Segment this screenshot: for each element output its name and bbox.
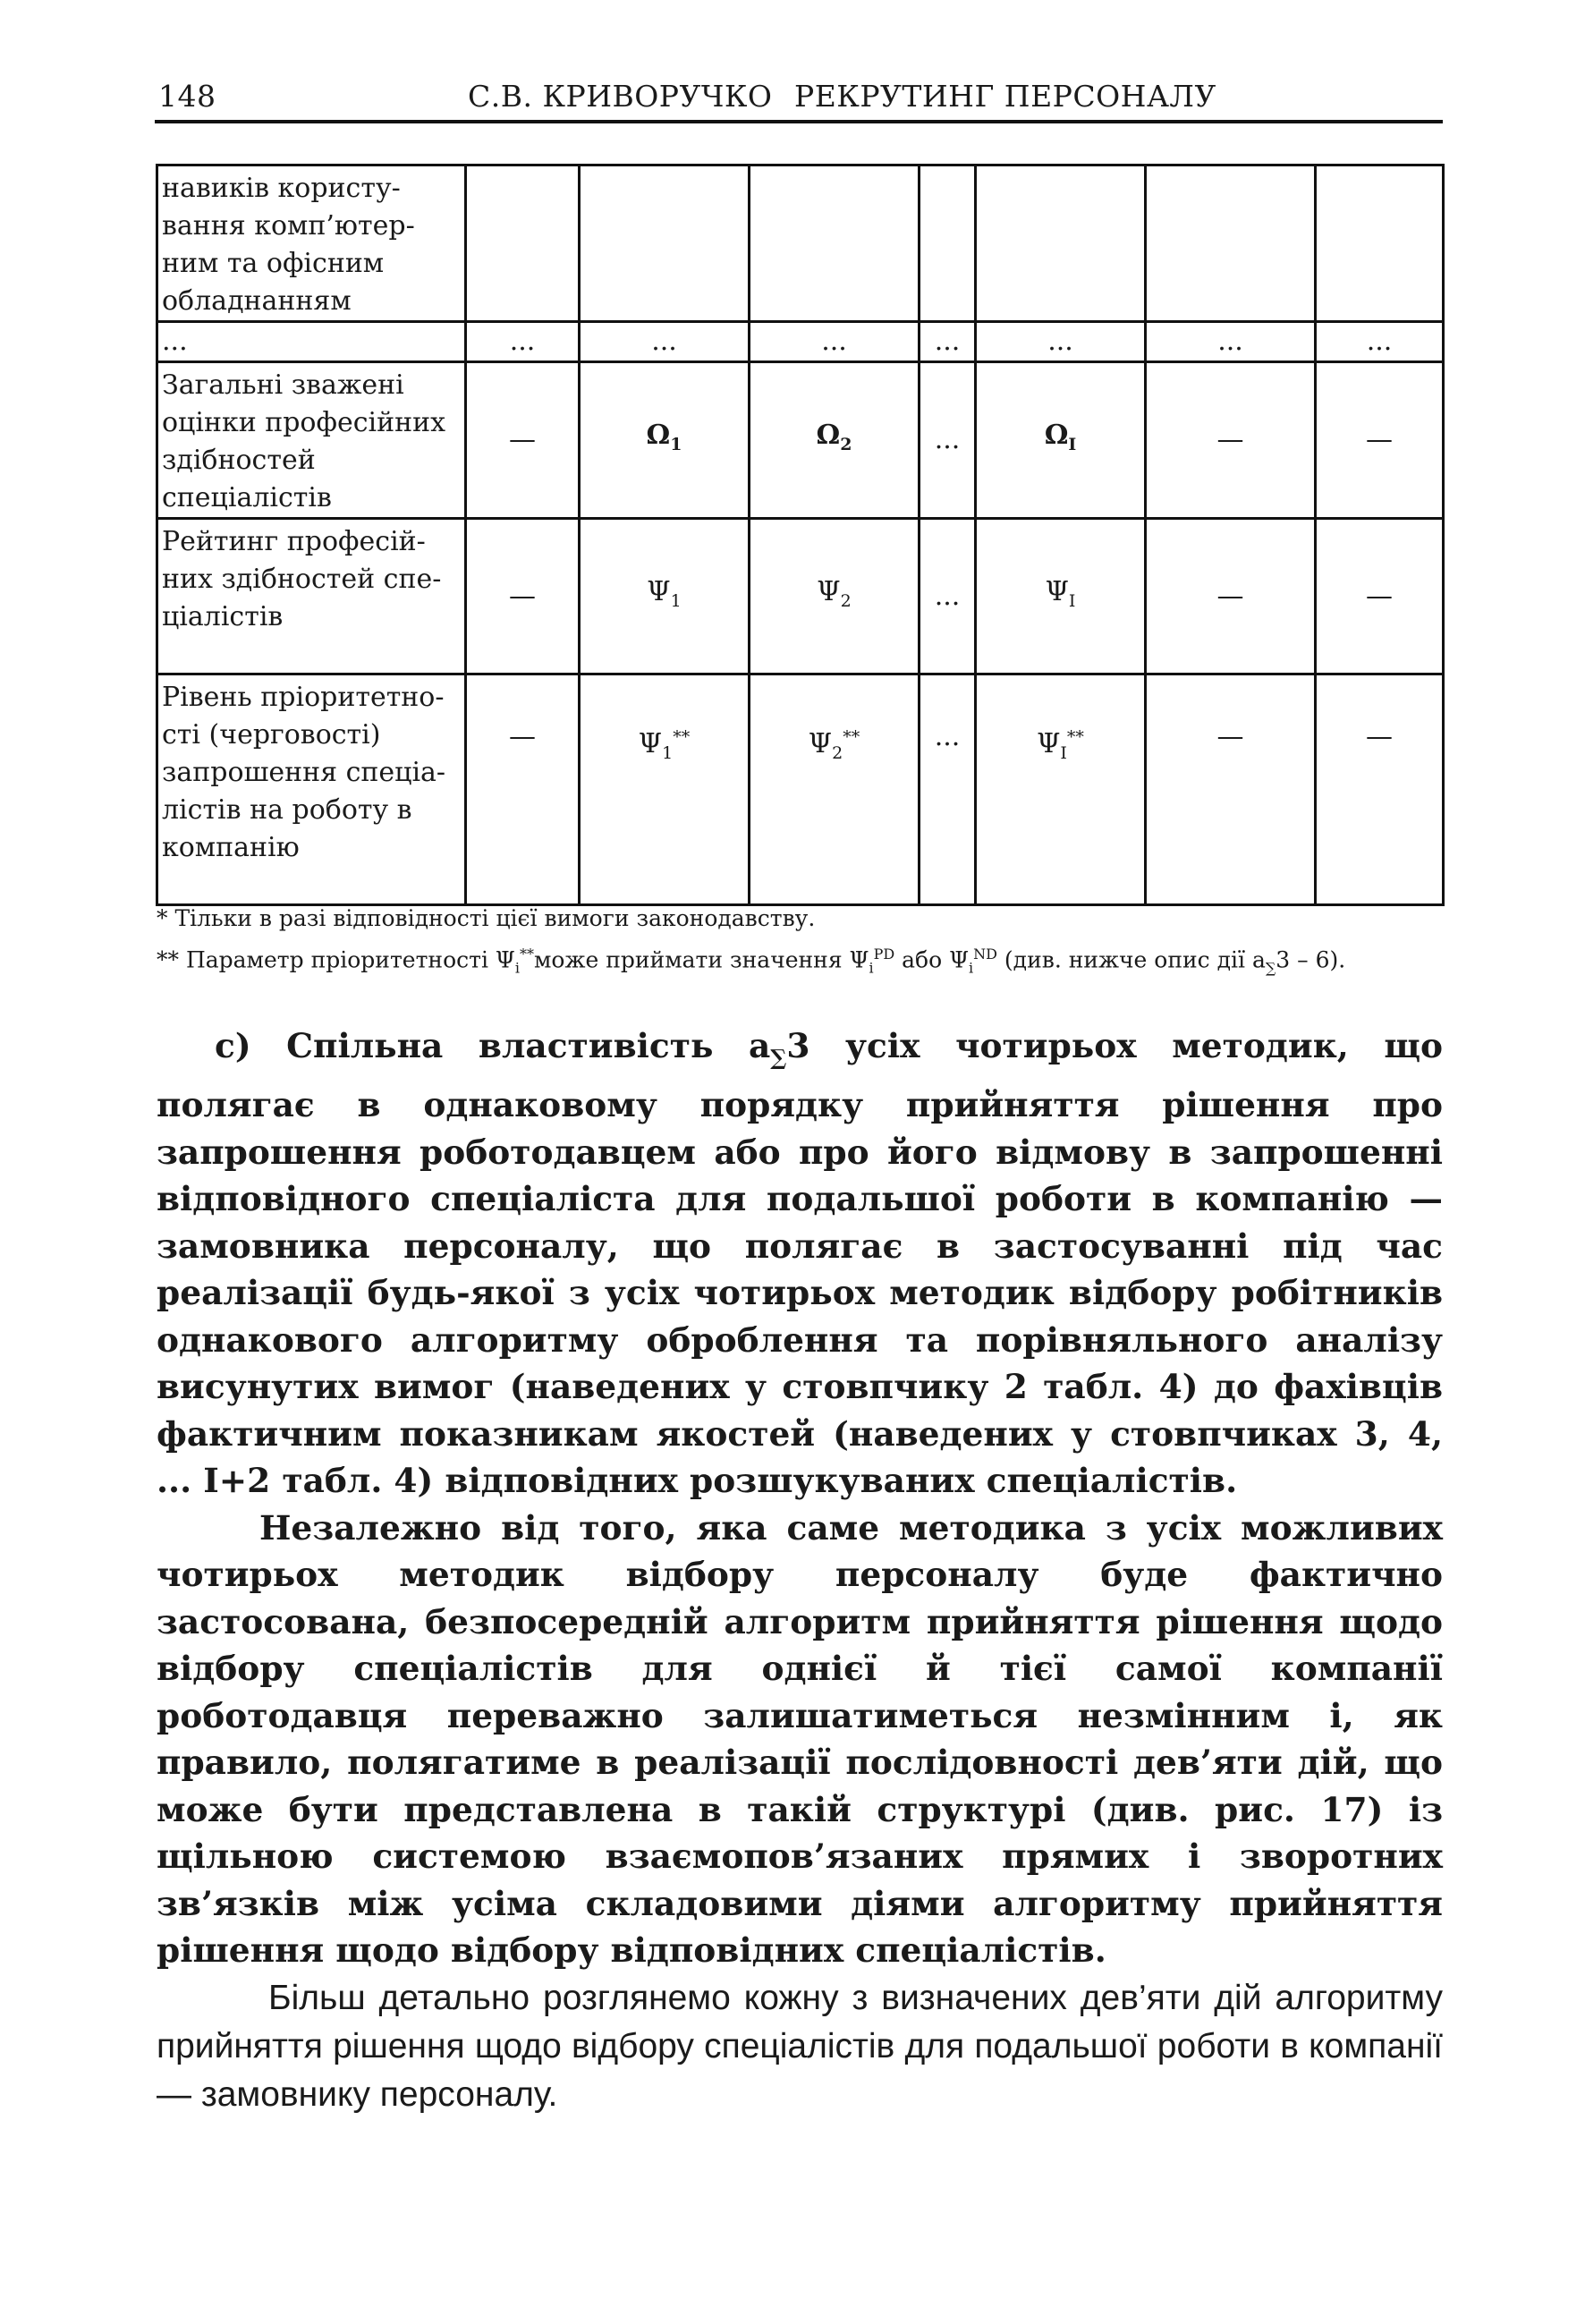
table-cell: ... <box>750 322 920 362</box>
table-cell: $\Psi_1$ <box>580 519 750 674</box>
row-label: навиків користу-вання комп’ютер-ним та офісним обладнанням <box>157 165 466 322</box>
table-cell: ... <box>1316 322 1444 362</box>
table-cell: ... <box>1146 322 1316 362</box>
paragraph: Більш детально розглянемо кожну з визначених дев’яти дій алгоритму прийняття рішення щодо відбору спеціалістів для подальшої роботи в компанії — замовнику персоналу. <box>157 1978 1443 2114</box>
header-book-title: РЕКРУТИНГ ПЕРСОНАЛУ <box>794 79 1216 114</box>
table-cell: $\Psi_2$ <box>750 519 920 674</box>
table-cell: $\Omega_2$ <box>750 362 920 519</box>
header-rule <box>155 120 1443 123</box>
table-cell: $\Omega_1$ <box>580 362 750 519</box>
table-cell: — <box>466 519 580 674</box>
footnote: ** Параметр пріоритетності $\Psi_i^{**}може$ приймати значення $\Psi_i^{PD}$ або $\Psi_i^{ND}$ (див. нижче опис дії $a_\sum 3 - 6$). <box>157 946 1346 977</box>
table-row <box>157 322 1444 362</box>
table-cell: — <box>1316 674 1444 905</box>
table-cell: ... <box>466 322 580 362</box>
table-cell: — <box>1316 362 1444 519</box>
table-cell: — <box>1146 362 1316 519</box>
table-row <box>157 674 1444 905</box>
table-cell: — <box>1146 674 1316 905</box>
table-cell <box>466 165 580 322</box>
paragraph: Незалежно від того, яка саме методика з усіх можливих чотирьох методик відбору персоналу буде фактично застосована, безпосередній алгоритм прийняття рішення щодо відбору спеціалістів для однієї й тієї самої компанії роботодавця переважно залишатиметься незмінним і, як правило, полягатиме в реалізації послідовності дев’яти дій, що може бути представлена в такій структурі (див. рис. 17) із щільною системою взаємопов’язаних прямих і зворотних зв’язків між усіма складовими діями алгоритму прийняття рішення щодо відбору відповідних спеціалістів. <box>157 1507 1443 1970</box>
table-footnotes <box>157 901 1498 986</box>
row-label: Рівень пріоритетно-сті (черговості) запрошення спеціа-лістів на роботу в компанію <box>157 674 466 905</box>
header-author: С.В. КРИВОРУЧКО <box>468 79 773 114</box>
table-row <box>157 362 1444 519</box>
table-cell: — <box>1146 519 1316 674</box>
body-text <box>157 1022 1443 2119</box>
footnote: * Тільки в разі відповідності цієї вимоги законодавству. <box>157 905 816 931</box>
evaluation-table <box>156 164 1445 906</box>
table-cell: $\Psi_1^{**}$ <box>580 674 750 905</box>
table-cell <box>750 165 920 322</box>
table-cell: — <box>466 674 580 905</box>
table-cell: — <box>1316 519 1444 674</box>
row-label: ... <box>157 322 466 362</box>
table-cell <box>580 165 750 322</box>
table-cell: ... <box>920 362 976 519</box>
table-row <box>157 519 1444 674</box>
paragraph: c) Спільна властивість $a_\sum 3$ усіх чотирьох методик, що полягає в однаковому порядку прийняття рішення про запрошення роботодавцем або про його відмову в запрошенні відповідного спеціаліста для подальшої роботи в компанію — замовника персоналу, що полягає в застосуванні під час реалізації будь-якої з усіх чотирьох методик відбору робітників однакового алгоритму оброблення та порівняльного аналізу висунутих вимог (наведених у стовпчику 2 табл. 4) до фахівців фактичним показникам якостей (наведених у стовпчиках 3, 4, ... І+2 табл. 4) відповідних розшукуваних спеціалістів. <box>157 1026 1443 1500</box>
row-label: Рейтинг професій-них здібностей спе-ціалістів <box>157 519 466 674</box>
table-row <box>157 165 1444 322</box>
table-cell <box>1146 165 1316 322</box>
table-cell <box>920 165 976 322</box>
row-label: Загальні зважені оцінки професійних здібностей спеціалістів <box>157 362 466 519</box>
table-cell: $\Psi_I^{**}$ <box>976 674 1146 905</box>
table-cell: ... <box>580 322 750 362</box>
table-cell: $\Psi_I$ <box>976 519 1146 674</box>
table-cell: $\Psi_2^{**}$ <box>750 674 920 905</box>
table-cell <box>1316 165 1444 322</box>
table-cell: ... <box>920 519 976 674</box>
table-cell <box>976 165 1146 322</box>
running-header <box>155 79 1443 120</box>
table-cell: ... <box>920 322 976 362</box>
page-number: 148 <box>158 79 216 114</box>
table-cell: ... <box>976 322 1146 362</box>
table-cell: — <box>466 362 580 519</box>
table-cell: ... <box>920 674 976 905</box>
table-cell: $\Omega_I$ <box>976 362 1146 519</box>
